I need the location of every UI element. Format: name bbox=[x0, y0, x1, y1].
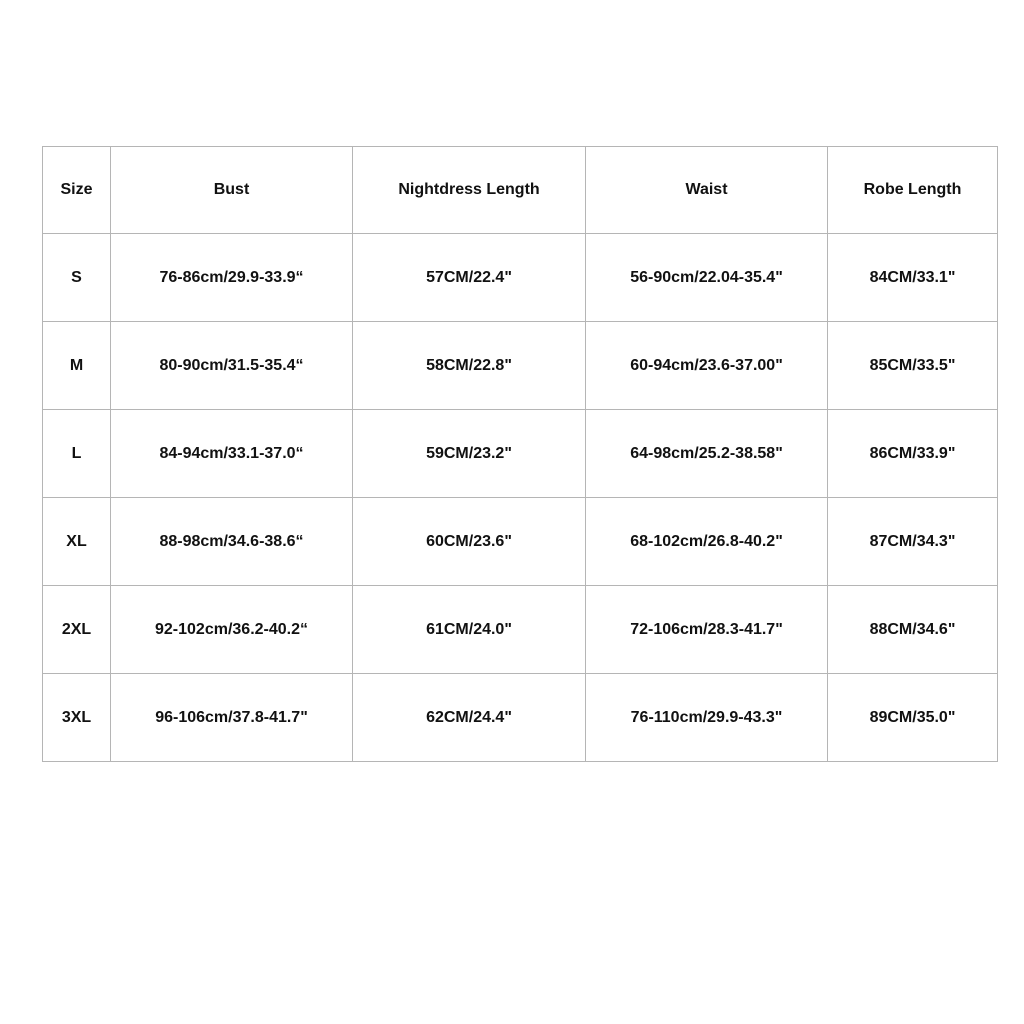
cell-robe-length: 84CM/33.1" bbox=[828, 234, 998, 322]
cell-bust: 80-90cm/31.5-35.4“ bbox=[111, 322, 353, 410]
cell-waist: 56-90cm/22.04-35.4" bbox=[586, 234, 828, 322]
cell-bust: 88-98cm/34.6-38.6“ bbox=[111, 498, 353, 586]
cell-waist: 72-106cm/28.3-41.7" bbox=[586, 586, 828, 674]
cell-size: 3XL bbox=[43, 674, 111, 762]
cell-robe-length: 87CM/34.3" bbox=[828, 498, 998, 586]
cell-robe-length: 88CM/34.6" bbox=[828, 586, 998, 674]
cell-bust: 96-106cm/37.8-41.7" bbox=[111, 674, 353, 762]
cell-size: M bbox=[43, 322, 111, 410]
cell-bust: 84-94cm/33.1-37.0“ bbox=[111, 410, 353, 498]
cell-size: L bbox=[43, 410, 111, 498]
header-size: Size bbox=[43, 147, 111, 234]
cell-robe-length: 86CM/33.9" bbox=[828, 410, 998, 498]
cell-nightdress-length: 61CM/24.0" bbox=[353, 586, 586, 674]
cell-robe-length: 89CM/35.0" bbox=[828, 674, 998, 762]
cell-nightdress-length: 59CM/23.2" bbox=[353, 410, 586, 498]
cell-bust: 76-86cm/29.9-33.9“ bbox=[111, 234, 353, 322]
cell-size: S bbox=[43, 234, 111, 322]
cell-nightdress-length: 57CM/22.4" bbox=[353, 234, 586, 322]
cell-robe-length: 85CM/33.5" bbox=[828, 322, 998, 410]
cell-size: XL bbox=[43, 498, 111, 586]
cell-size: 2XL bbox=[43, 586, 111, 674]
table-row bbox=[43, 234, 998, 322]
cell-waist: 68-102cm/26.8-40.2" bbox=[586, 498, 828, 586]
cell-waist: 60-94cm/23.6-37.00" bbox=[586, 322, 828, 410]
header-waist: Waist bbox=[586, 147, 828, 234]
table-row bbox=[43, 322, 998, 410]
table-row bbox=[43, 674, 998, 762]
cell-waist: 64-98cm/25.2-38.58" bbox=[586, 410, 828, 498]
header-nightdress-length: Nightdress Length bbox=[353, 147, 586, 234]
cell-nightdress-length: 62CM/24.4" bbox=[353, 674, 586, 762]
header-bust: Bust bbox=[111, 147, 353, 234]
cell-bust: 92-102cm/36.2-40.2“ bbox=[111, 586, 353, 674]
cell-nightdress-length: 60CM/23.6" bbox=[353, 498, 586, 586]
table-row bbox=[43, 410, 998, 498]
header-row bbox=[43, 147, 998, 234]
cell-waist: 76-110cm/29.9-43.3" bbox=[586, 674, 828, 762]
table-row bbox=[43, 586, 998, 674]
cell-nightdress-length: 58CM/22.8" bbox=[353, 322, 586, 410]
size-chart-table bbox=[42, 146, 998, 762]
header-robe-length: Robe Length bbox=[828, 147, 998, 234]
table-row bbox=[43, 498, 998, 586]
